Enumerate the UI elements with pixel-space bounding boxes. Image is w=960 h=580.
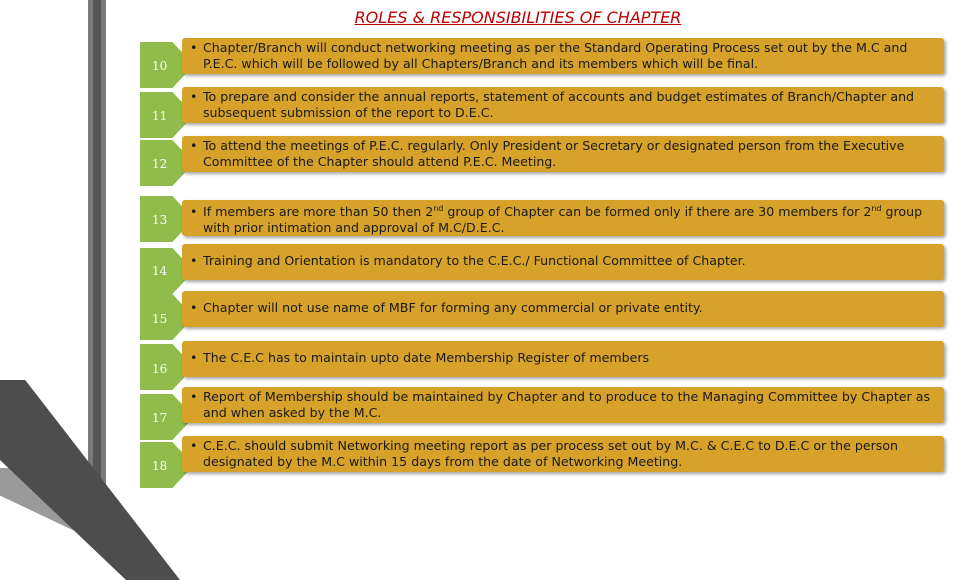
decorative-bar-inner <box>93 0 101 540</box>
item-text: • To prepare and consider the annual reports, statement of accounts and budget estimates of Branch/Chapter and subsequent submission of the report to D.E.C. <box>190 89 915 120</box>
bullet-icon: • <box>190 300 198 315</box>
bullet-icon: • <box>190 438 198 453</box>
item-text: • To attend the meetings of P.E.C. regularly. Only President or Secretary or designated person from the Executive Committee of the Chapter should attend P.E.C. Meeting. <box>190 138 905 169</box>
item-number: 11 <box>152 109 168 123</box>
item-text: • C.E.C. should submit Networking meeting report as per process set out by M.C. & C.E.C to D.E.C or the person designated by the M.C within 15 days from the date of Networking Meeting. <box>190 438 899 469</box>
bullet-icon: • <box>190 89 198 104</box>
item-text: • If members are more than 50 then 2nd group of Chapter can be formed only if there are 30 members for 2nd group with prior intimation and approval of M.C/D.E.C. <box>190 203 923 235</box>
bullet-icon: • <box>190 350 198 365</box>
item-number: 12 <box>152 157 168 171</box>
item-number: 10 <box>152 59 168 73</box>
item-number: 14 <box>152 264 168 278</box>
item-number: 15 <box>152 312 168 326</box>
item-number: 17 <box>152 411 168 425</box>
item-number: 13 <box>152 213 168 227</box>
item-text: • The C.E.C has to maintain upto date Membership Register of members <box>190 350 650 365</box>
bullet-icon: • <box>190 389 198 404</box>
bullet-icon: • <box>190 40 198 55</box>
item-text: • Chapter will not use name of MBF for forming any commercial or private entity. <box>190 300 703 315</box>
item-text: • Training and Orientation is mandatory to the C.E.C./ Functional Committee of Chapter. <box>190 253 746 268</box>
bullet-icon: • <box>190 204 198 219</box>
bullet-icon: • <box>190 138 198 153</box>
item-text: • Chapter/Branch will conduct networking meeting as per the Standard Operating Process set out by the M.C and P.E.C. which will be followed by all Chapters/Branch and its members which will be final. <box>190 40 908 71</box>
slide-title: ROLES & RESPONSIBILITIES OF CHAPTER <box>354 8 682 27</box>
item-number: 18 <box>152 459 168 473</box>
item-text: • Report of Membership should be maintained by Chapter and to produce to the Managing Committee by Chapter as and when asked by the M.C. <box>190 389 931 420</box>
bullet-icon: • <box>190 253 198 268</box>
item-number: 16 <box>152 362 168 376</box>
